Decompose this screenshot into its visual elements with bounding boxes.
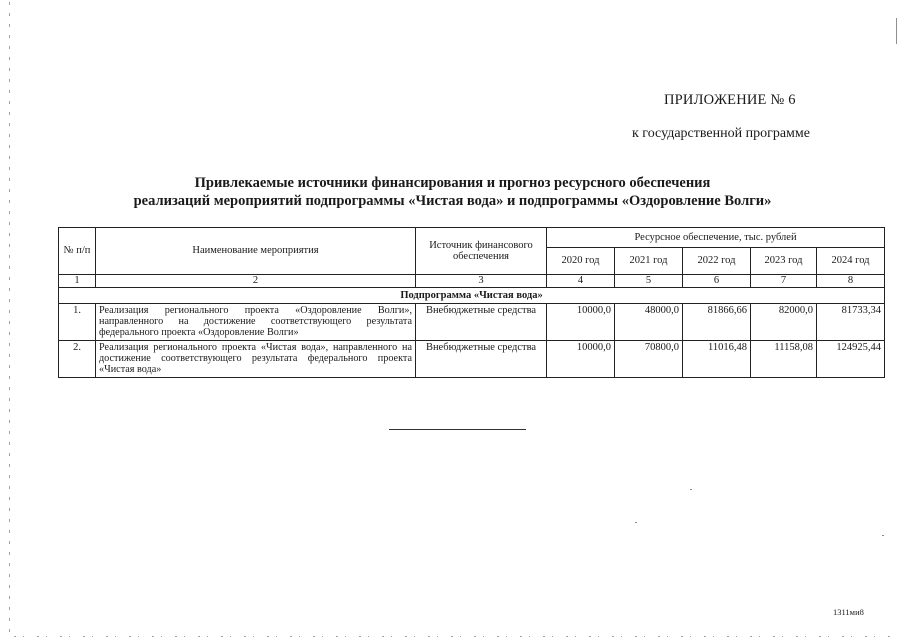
resource-table [58, 227, 885, 378]
row-number: 2. [59, 341, 96, 378]
column-number: 1 [59, 275, 96, 288]
table-row [59, 304, 885, 341]
header-source: Источник финансового обеспечения [416, 228, 547, 275]
header-year-2024: 2024 год [817, 248, 885, 275]
header-activity: Наименование мероприятия [96, 228, 416, 275]
row-value-2020: 10000,0 [547, 341, 615, 378]
row-source: Внебюджетные средства [416, 304, 547, 341]
header-number: № п/п [59, 228, 96, 275]
scan-speck [690, 489, 692, 490]
header-row [59, 228, 885, 248]
appendix-subtitle: к государственной программе [632, 126, 810, 141]
header-resource: Ресурсное обеспечение, тыс. рублей [547, 228, 885, 248]
row-value-2020: 10000,0 [547, 304, 615, 341]
document-heading [0, 174, 905, 210]
row-value-2021: 48000,0 [615, 304, 683, 341]
scan-edge-right [896, 18, 897, 44]
scan-speck [635, 522, 637, 523]
column-number: 8 [817, 275, 885, 288]
scan-edge-left [9, 2, 10, 632]
column-number-row [59, 275, 885, 288]
row-value-2023: 11158,08 [751, 341, 817, 378]
column-number: 2 [96, 275, 416, 288]
row-activity: Реализация регионального проекта «Чистая вода», направленного на достижение соответствующего результата федерального проекта «Чистая вода» [96, 341, 416, 378]
heading-line-1: Привлекаемые источники финансирования и прогноз ресурсного обеспечения [194, 175, 711, 191]
row-source: Внебюджетные средства [416, 341, 547, 378]
appendix-title: ПРИЛОЖЕНИЕ № 6 [664, 92, 796, 108]
row-value-2024: 81733,34 [817, 304, 885, 341]
column-number: 7 [751, 275, 817, 288]
row-value-2024: 124925,44 [817, 341, 885, 378]
scan-speck [882, 535, 884, 536]
header-year-2023: 2023 год [751, 248, 817, 275]
row-value-2022: 11016,48 [683, 341, 751, 378]
heading-line-2: реализаций мероприятий подпрограммы «Чистая вода» и подпрограммы «Оздоровление Волги» [133, 193, 772, 209]
column-number: 3 [416, 275, 547, 288]
column-number: 6 [683, 275, 751, 288]
header-year-2022: 2022 год [683, 248, 751, 275]
row-value-2021: 70800,0 [615, 341, 683, 378]
row-number: 1. [59, 304, 96, 341]
section-title: Подпрограмма «Чистая вода» [59, 288, 885, 304]
column-number: 5 [615, 275, 683, 288]
header-year-2021: 2021 год [615, 248, 683, 275]
header-year-2020: 2020 год [547, 248, 615, 275]
table-row [59, 341, 885, 378]
row-value-2022: 81866,66 [683, 304, 751, 341]
row-activity: Реализация регионального проекта «Оздоровление Волги», направленного на достижение соответствующего результата федерального проекта «Оздоровление Волги» [96, 304, 416, 341]
row-value-2023: 82000,0 [751, 304, 817, 341]
document-code: 1311ми8 [833, 607, 864, 617]
signature-line [389, 429, 526, 430]
scan-edge-bottom [14, 636, 894, 637]
section-row [59, 288, 885, 304]
column-number: 4 [547, 275, 615, 288]
